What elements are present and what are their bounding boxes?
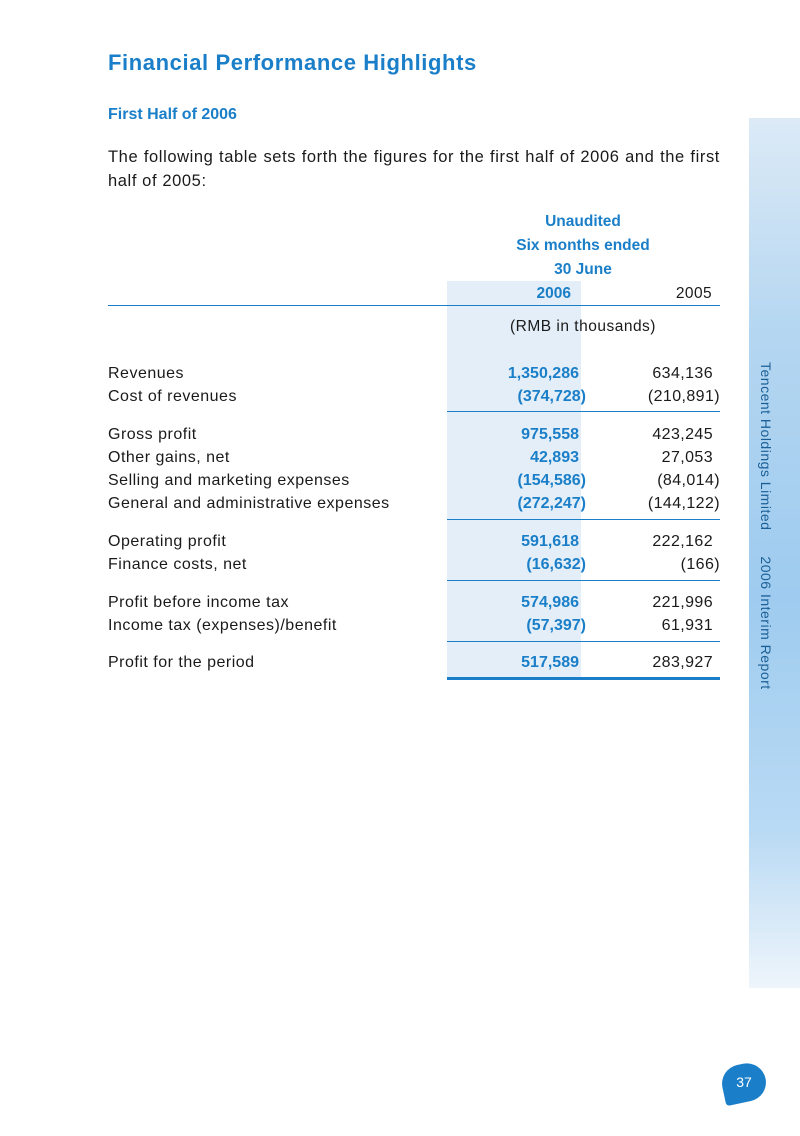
value-2005: 222,162	[652, 533, 713, 550]
table-row	[108, 654, 720, 676]
value-2005: (210,891)	[647, 388, 720, 405]
section-subtitle: First Half of 2006	[108, 106, 237, 123]
subtotal-rule	[447, 519, 720, 520]
column-header-2006: 2006	[536, 285, 571, 302]
value-2006: 517,589	[521, 654, 579, 671]
sidebar-running-header	[758, 362, 774, 690]
value-2005: (84,014)	[657, 472, 720, 489]
value-2005: 27,053	[661, 449, 713, 466]
table-row	[108, 449, 720, 471]
subtotal-rule	[447, 641, 720, 642]
table-header-unaudited: Unaudited	[545, 213, 621, 230]
total-double-rule	[447, 677, 720, 680]
header-rule	[108, 305, 720, 306]
sidebar-report-name: 2006 Interim Report	[758, 556, 774, 690]
table-row	[108, 556, 720, 578]
row-label: Income tax (expenses)/benefit	[108, 617, 337, 634]
row-label: Selling and marketing expenses	[108, 472, 350, 489]
table-header-date: 30 June	[554, 261, 612, 278]
row-label: Gross profit	[108, 426, 197, 443]
value-2005: 221,996	[652, 594, 713, 611]
table-row	[108, 533, 720, 555]
sidebar-company-name: Tencent Holdings Limited	[758, 362, 774, 531]
page-number: 37	[736, 1074, 752, 1090]
row-label: Profit for the period	[108, 654, 255, 671]
value-2005: 634,136	[652, 365, 713, 382]
value-2006: 574,986	[521, 594, 579, 611]
row-label: Finance costs, net	[108, 556, 247, 573]
value-2006: 591,618	[521, 533, 579, 550]
row-label: Profit before income tax	[108, 594, 289, 611]
row-label: Operating profit	[108, 533, 227, 550]
row-label: Other gains, net	[108, 449, 230, 466]
value-2005: 283,927	[652, 654, 713, 671]
row-label: Cost of revenues	[108, 388, 237, 405]
table-row	[108, 365, 720, 387]
subtotal-rule	[447, 580, 720, 581]
table-header-period: Six months ended	[516, 237, 650, 254]
side-tab	[749, 118, 800, 988]
value-2005: 61,931	[661, 617, 713, 634]
table-row	[108, 388, 720, 410]
value-2005: (144,122)	[647, 495, 720, 512]
units-note: (RMB in thousands)	[510, 318, 656, 335]
value-2006: (272,247)	[517, 495, 586, 512]
table-row	[108, 617, 720, 639]
value-2006: (16,632)	[526, 556, 586, 573]
value-2006: 42,893	[530, 449, 579, 466]
value-2005: (166)	[680, 556, 720, 573]
table-row	[108, 472, 720, 494]
row-label: Revenues	[108, 365, 185, 382]
value-2006: (154,586)	[517, 472, 586, 489]
table-row	[108, 426, 720, 448]
value-2005: 423,245	[652, 426, 713, 443]
subtotal-rule	[447, 411, 720, 412]
intro-paragraph: The following table sets forth the figures for the first half of 2006 and the first half of 2005:	[108, 148, 720, 190]
row-label: General and administrative expenses	[108, 495, 390, 512]
page-title: Financial Performance Highlights	[108, 50, 477, 75]
table-row	[108, 594, 720, 616]
value-2006: 975,558	[521, 426, 579, 443]
table-row	[108, 495, 720, 517]
column-header-2005: 2005	[675, 285, 712, 302]
value-2006: (57,397)	[526, 617, 586, 634]
value-2006: (374,728)	[517, 388, 586, 405]
value-2006: 1,350,286	[507, 365, 579, 382]
